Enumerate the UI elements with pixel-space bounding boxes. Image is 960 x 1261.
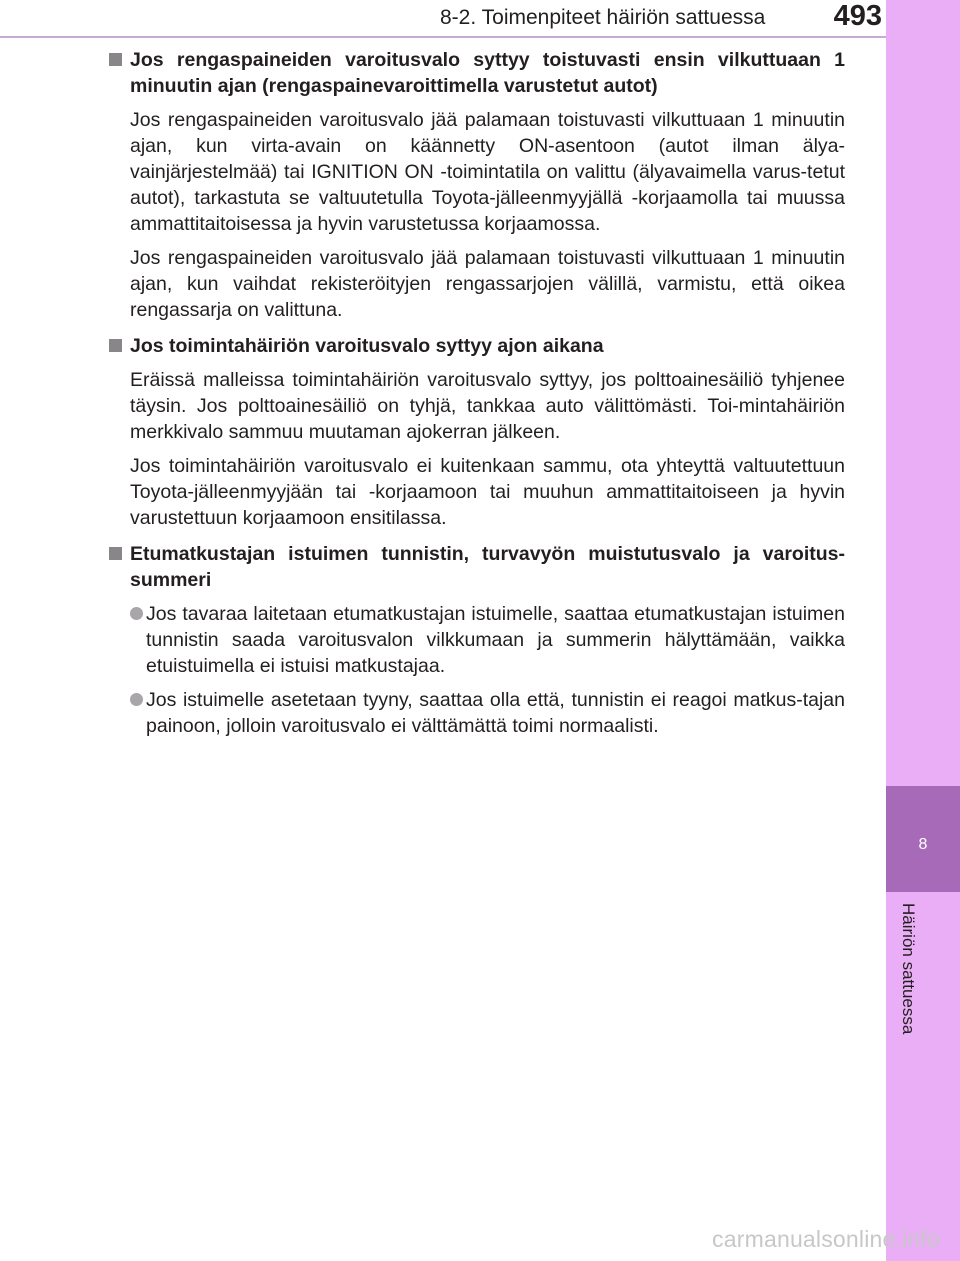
list-item-text: Jos tavaraa laitetaan etumatkustajan istuimelle, saattaa etumatkustajan istuimen tunnistin saada varoitusvalon vilkkumaan ja summerin hälyttämään, vaikka etuistuimella ei istuisi matkustajaa. bbox=[146, 603, 845, 677]
bullet-dot-icon bbox=[130, 693, 143, 706]
section-heading-text: Jos toimintahäiriön varoitusvalo syttyy ajon aikana bbox=[130, 335, 604, 357]
list-item bbox=[130, 687, 845, 739]
square-marker-icon bbox=[109, 53, 122, 66]
page-content bbox=[107, 47, 845, 739]
section-heading bbox=[107, 47, 845, 99]
watermark: carmanualsonline.info bbox=[712, 1226, 940, 1252]
section-heading bbox=[107, 541, 845, 593]
chapter-tab-column bbox=[886, 0, 960, 1261]
page-number: 493 bbox=[833, 0, 882, 32]
list-item-text: Jos istuimelle asetetaan tyyny, saattaa olla että, tunnistin ei reagoi matkus-tajan painoon, jolloin varoitusvalo ei välttämättä toimi normaalisti. bbox=[146, 689, 845, 737]
section-heading-text: Etumatkustajan istuimen tunnistin, turvavyön muistutusvalo ja varoitus-summeri bbox=[130, 543, 845, 591]
square-marker-icon bbox=[109, 547, 122, 560]
paragraph: Eräissä malleissa toimintahäiriön varoitusvalo syttyy, jos polttoainesäiliö tyhjenee täysin. Jos polttoainesäiliö on tyhjä, tankkaa auto välittömästi. Toi-mintahäiriön merkkivalo sammuu muutaman ajokerran jälkeen. bbox=[130, 369, 845, 443]
paragraph: Jos toimintahäiriön varoitusvalo ei kuitenkaan sammu, ota yhteyttä valtuutettuun Toyota-jälleenmyyjään tai -korjaamoon tai muuhun ammattitaitoiseen ja hyvin varustettuun korjaamoon ensitilassa. bbox=[130, 455, 845, 529]
square-marker-icon bbox=[109, 339, 122, 352]
chapter-number: 8 bbox=[918, 836, 928, 853]
list-item bbox=[130, 601, 845, 679]
section-heading bbox=[107, 333, 845, 359]
chapter-label: Häiriön sattuessa bbox=[899, 903, 918, 1035]
section-heading-text: Jos rengaspaineiden varoitusvalo syttyy toistuvasti ensin vilkuttuaan 1 minuutin ajan (rengaspainevaroittimella varustetut autot) bbox=[130, 49, 845, 97]
paragraph: Jos rengaspaineiden varoitusvalo jää palamaan toistuvasti vilkuttuaan 1 minuutin ajan, kun vaihdat rekisteröityjen rengassarjojen välillä, varmistu, että oikea rengassarja on valittuna. bbox=[130, 247, 845, 321]
header-rule bbox=[0, 36, 886, 38]
section-title: 8-2. Toimenpiteet häiriön sattuessa bbox=[440, 6, 766, 29]
paragraph: Jos rengaspaineiden varoitusvalo jää palamaan toistuvasti vilkuttuaan 1 minuutin ajan, kun virta-avain on käännetty ON-asentoon (autot ilman älya-vainjärjestelmää) tai IGNITION ON -toimintatila on valittu (älyavaimella varus-tetut autot), tarkastuta se valtuutetulla Toyota-jälleenmyyjällä -korjaamolla tai muussa ammattitaitoisessa ja hyvin varustetussa korjaamossa. bbox=[130, 109, 845, 235]
bullet-dot-icon bbox=[130, 607, 143, 620]
